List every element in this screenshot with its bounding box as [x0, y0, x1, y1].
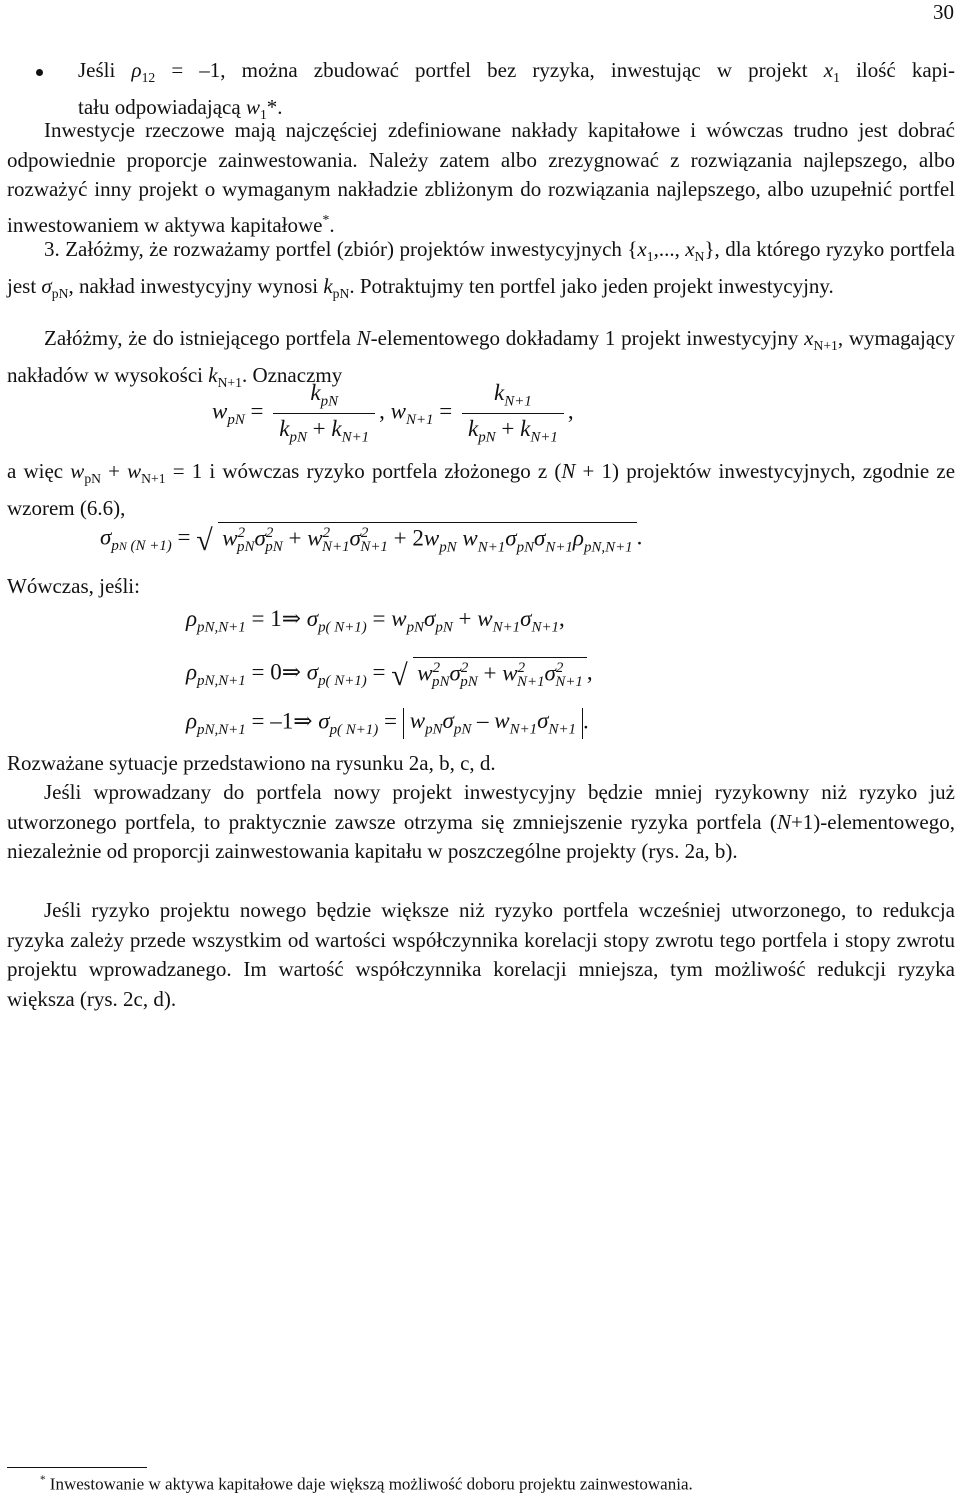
- paragraph-7: Jeśli ryzyko projektu nowego będzie większe niż ryzyko portfela wcześniej utworzonego, to redukcja ryzyka zależy przede wszystkim od wartości współczynnika korelacji stopy zwrotu tego portfela i stopy zwrotu projektu wprowadzanego. Im wartość współczynnika korelacji mniejsza, tym możliwość redukcji ryzyka większa (rys. 2c, d).: [7, 898, 955, 1011]
- subscript: pN: [51, 285, 69, 301]
- subscript: N+1: [141, 471, 166, 487]
- page-number: 30: [933, 0, 954, 24]
- variable: N: [561, 459, 576, 483]
- paragraph-2: [7, 235, 955, 309]
- text-run: = –1, można zbudować portfel bez ryzyka, inwestując w projekt: [155, 58, 824, 82]
- variable: k: [208, 362, 218, 387]
- equals-sign: =: [250, 398, 270, 424]
- rho-symbol: ρ: [131, 58, 142, 82]
- text-run: , wymagający nakładów w wysokości: [7, 326, 955, 387]
- text-run: ilość kapi-: [839, 58, 956, 82]
- numerator: [273, 380, 375, 413]
- variable: w: [390, 398, 406, 424]
- subscript: N+1: [813, 338, 838, 354]
- variable: k: [323, 273, 333, 298]
- paragraph-4: [7, 457, 955, 523]
- subscript: 12: [141, 70, 156, 86]
- variable: w: [212, 398, 228, 424]
- text-run: ,...,: [653, 237, 686, 261]
- text-run: .: [329, 212, 335, 237]
- variable: k: [520, 415, 531, 441]
- fraction-1: [273, 380, 375, 446]
- text-run: Załóżmy, że do istniejącego portfela: [44, 326, 357, 350]
- radical-icon: √: [196, 524, 213, 558]
- text-run: . Oznaczmy: [241, 362, 343, 387]
- subscript: pN: [84, 471, 101, 487]
- variable: x: [823, 58, 834, 82]
- subscript: N+1: [217, 374, 242, 390]
- variable: x: [804, 326, 814, 350]
- subscript: pN: [478, 429, 496, 446]
- absolute-value: $w_{pN}\sigma_{pN} - w_{N+1}\sigma_{N+1}$: [403, 708, 583, 739]
- subscript: N+1: [405, 411, 434, 428]
- subscript: pN: [320, 393, 339, 410]
- text-run: +1)-elementowego, niezależnie od proporcji zainwestowania kapitału w poszczególne projekty (rys. 2a, b).: [7, 809, 955, 864]
- paragraph-5: Rozważane sytuacje przedstawiono na rysunku 2a, b, c, d.: [7, 751, 496, 775]
- text-run: , nakład inwestycyjny wynosi: [68, 273, 324, 298]
- numerator: [462, 380, 564, 413]
- comma: ,: [567, 398, 574, 424]
- equation-rho-1: $\rho_{pN,N+1}$ = 1⇒ $\sigma_{p( N+1)} = w_{pN}\sigma_{pN} + w_{N+1}\sigma_{N+1}$,: [186, 606, 565, 636]
- variable: k: [494, 380, 505, 405]
- equation-rho-minus-1: $\rho_{pN,N+1}$ = –1⇒ $\sigma_{p( N+1)} = w_{pN}\sigma_{pN} - w_{N+1}\sigma_{N+1}$ .: [186, 708, 589, 739]
- subscript: 1: [833, 70, 840, 86]
- footnote-marker: *: [322, 211, 330, 227]
- variable: k: [279, 415, 290, 441]
- variable: N: [776, 809, 791, 834]
- radical-icon: √: [391, 659, 408, 693]
- variable: w: [127, 459, 142, 483]
- wowczas-label: Wówczas, jeśli:: [7, 574, 140, 598]
- equation-rho-0: $\rho_{pN,N+1}$ = 0⇒ $\sigma_{p( N+1)}$ = √ $w^2_{pN}\sigma^2_{pN} + w^2_{N+1}\sigma^2_{N+1}$ ,: [186, 657, 593, 691]
- text-run: Jeśli: [78, 58, 132, 82]
- subscript: N+1: [341, 429, 370, 446]
- variable: k: [331, 415, 342, 441]
- subscript: pN: [227, 411, 245, 428]
- footnote-text: Inwestowanie w aktywa kapitałowe daje większą możliwość doboru projektu zainwestowania.: [45, 1474, 693, 1494]
- bullet-line-1: [7, 56, 955, 93]
- subscript: 1: [259, 106, 267, 122]
- text-run: a więc: [7, 459, 71, 483]
- subscript: N+1: [530, 429, 558, 446]
- footnote-divider: [7, 1467, 147, 1468]
- paragraph-6: [7, 778, 955, 867]
- variable: k: [467, 415, 479, 441]
- subscript: N+1: [504, 393, 532, 410]
- text-run: Inwestycje rzeczowe mają najczęściej zdefiniowane nakłady kapitałowe i wówczas trudno jest dobrać odpowiednie proporcje zainwestowania. Należy zatem albo zrezygnować z rozwiązania najlepszego, albo rozważyć inny projekt o wymaganym nakładzie zbliżonym do rozwiązania najlepszego, albo uzupełnić portfel inwestowaniem w aktywa kapitałowe: [7, 118, 955, 237]
- text-run: . Potraktujmy ten portfel jako jeden projekt inwestycyjny.: [349, 273, 834, 298]
- text-run: = 1 i wówczas ryzyko portfela złożonego z (: [165, 459, 562, 483]
- fraction-2: [462, 380, 564, 446]
- equation-weights: [212, 380, 574, 446]
- plus-sign: +: [306, 415, 332, 441]
- square-root: √ $w^2_{pN}\sigma^2_{pN} + w^2_{N+1}\sigma^2_{N+1} + 2w_{pN}$ $w_{N+1}\sigma_{pN}\sigma_{N+1}\rho_{pN,N+1}$: [196, 522, 636, 556]
- variable: x: [637, 237, 647, 261]
- comma: ,: [379, 398, 391, 424]
- text-run: tału odpowiadającą: [78, 94, 246, 119]
- sigma-symbol: σ: [41, 273, 52, 298]
- variable: k: [310, 380, 321, 405]
- text-run: *.: [266, 94, 283, 119]
- subscript: 1: [646, 249, 654, 265]
- text-run: Jeśli wprowadzany do portfela nowy projekt inwestycyjny będzie mniej ryzykowny niż ryzyko już utworzonego portfela, to praktycznie zawsze otrzyma się zmniejszenie ryzyka portfela (: [7, 780, 955, 834]
- text-run: +: [100, 459, 128, 483]
- text-run: -elementowego dokładamy 1 projekt inwestycyjny: [370, 326, 805, 350]
- variable: w: [245, 94, 260, 119]
- subscript: pN: [332, 285, 350, 301]
- text-run: 3. Załóżmy, że rozważamy portfel (zbiór) projektów inwestycyjnych {: [44, 237, 638, 261]
- text-run: + 1) projektów inwestycyjnych, zgodnie ze wzorem (6.6),: [7, 459, 956, 520]
- variable: w: [70, 459, 85, 483]
- equals-sign: =: [439, 398, 458, 424]
- subscript: pN: [289, 429, 307, 446]
- plus-sign: +: [495, 415, 521, 441]
- footnote: [40, 1474, 693, 1495]
- square-root: √ $w^2_{pN}\sigma^2_{pN} + w^2_{N+1}\sigma^2_{N+1}$: [391, 657, 587, 691]
- text-run: }, dla którego ryzyko portfela jest: [7, 237, 956, 298]
- variable: N: [356, 326, 371, 350]
- subscript: N: [694, 249, 705, 265]
- denominator: [273, 413, 375, 447]
- footnote-marker: *: [40, 1474, 46, 1486]
- equation-portfolio-risk: $\sigma_{pN (N +1)}$ = √ $w^2_{pN}\sigma^2_{pN} + w^2_{N+1}\sigma^2_{N+1} + 2w_{pN}$ $w_{N+1}\sigma_{pN}\sigma_{N+1}\rho_{pN,N+1}$ .: [100, 522, 642, 556]
- paragraph-1: [7, 116, 955, 240]
- denominator: [462, 413, 564, 447]
- variable: x: [685, 237, 695, 261]
